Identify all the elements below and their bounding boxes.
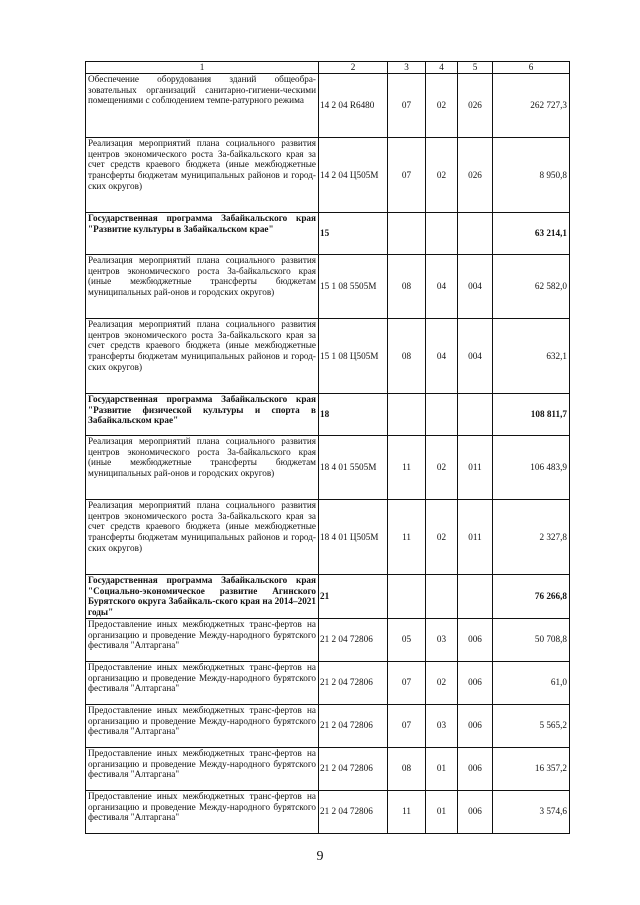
amount-value: 632,1 <box>493 319 570 394</box>
table-row <box>86 790 570 833</box>
amount-value: 62 582,0 <box>493 255 570 319</box>
classification-code: 18 <box>319 394 388 436</box>
ministry-code <box>458 213 493 255</box>
table-row <box>86 575 570 619</box>
subsection-code: 02 <box>426 138 458 213</box>
amount-value: 76 266,8 <box>493 575 570 619</box>
row-description: Реализация мероприятий плана социального развития центров экономического роста За-байкальского края за счет средств краевого бюджета (иные межбюджетные трансферты бюджетам муниципальных районов и город-ских округов) <box>86 138 319 213</box>
subsection-code: 02 <box>426 74 458 138</box>
section-code: 08 <box>388 319 426 394</box>
ministry-code: 006 <box>458 790 493 833</box>
row-description: Государственная программа Забайкальского края "Развитие культуры в Забайкальском крае" <box>86 213 319 255</box>
section-code: 07 <box>388 138 426 213</box>
column-header: 5 <box>458 62 493 74</box>
table-body <box>86 62 570 834</box>
subsection-code: 01 <box>426 747 458 790</box>
row-description: Реализация мероприятий плана социального развития центров экономического роста За-байкальского края за счет средств краевого бюджета (иные межбюджетные трансферты бюджетам муниципальных районов и город-ских округов) <box>86 500 319 575</box>
table-row <box>86 500 570 575</box>
amount-value: 3 574,6 <box>493 790 570 833</box>
amount-value: 61,0 <box>493 661 570 704</box>
table-row <box>86 618 570 661</box>
classification-code: 21 2 04 72806 <box>319 790 388 833</box>
table-row <box>86 661 570 704</box>
row-description: Обеспечение оборудования зданий общеобра-зовательных организаций санитарно-гигиени-ческими помещениями с соблюдением темпе-ратурного режима <box>86 74 319 138</box>
column-header: 1 <box>86 62 319 74</box>
amount-value: 8 950,8 <box>493 138 570 213</box>
subsection-code: 01 <box>426 790 458 833</box>
section-code: 07 <box>388 661 426 704</box>
column-header: 4 <box>426 62 458 74</box>
amount-value: 106 483,9 <box>493 436 570 500</box>
amount-value: 63 214,1 <box>493 213 570 255</box>
section-code: 07 <box>388 74 426 138</box>
classification-code: 21 <box>319 575 388 619</box>
section-code: 11 <box>388 500 426 575</box>
row-description: Предоставление иных межбюджетных транс-фертов на организацию и проведение Между-народного бурятского фестиваля "Алтаргана" <box>86 790 319 833</box>
section-code: 11 <box>388 436 426 500</box>
section-code: 07 <box>388 704 426 747</box>
section-code: 05 <box>388 618 426 661</box>
row-description: Реализация мероприятий плана социального развития центров экономического роста За-байкальского края (иные межбюджетные трансферты бюджетам муниципальных рай-онов и городских округов) <box>86 436 319 500</box>
ministry-code: 026 <box>458 74 493 138</box>
amount-value: 16 357,2 <box>493 747 570 790</box>
ministry-code: 006 <box>458 618 493 661</box>
table-row <box>86 704 570 747</box>
ministry-code: 006 <box>458 704 493 747</box>
amount-value: 2 327,8 <box>493 500 570 575</box>
row-description: Предоставление иных межбюджетных транс-фертов на организацию и проведение Между-народного бурятского фестиваля "Алтаргана" <box>86 704 319 747</box>
row-description: Предоставление иных межбюджетных транс-фертов на организацию и проведение Между-народного бурятского фестиваля "Алтаргана" <box>86 661 319 704</box>
subsection-code: 02 <box>426 661 458 704</box>
classification-code: 15 <box>319 213 388 255</box>
row-description: Реализация мероприятий плана социального развития центров экономического роста За-байкальского края за счет средств краевого бюджета (иные межбюджетные трансферты бюджетам муниципальных районов и город-ских округов) <box>86 319 319 394</box>
table-row <box>86 319 570 394</box>
table-row <box>86 138 570 213</box>
amount-value: 262 727,3 <box>493 74 570 138</box>
classification-code: 18 4 01 Ц505М <box>319 500 388 575</box>
subsection-code: 04 <box>426 319 458 394</box>
section-code <box>388 575 426 619</box>
row-description: Государственная программа Забайкальского края "Социально-экономическое развитие Агинского Бурятского округа Забайкаль-ского края на 2014–2021 годы" <box>86 575 319 619</box>
subsection-code: 04 <box>426 255 458 319</box>
classification-code: 21 2 04 72806 <box>319 704 388 747</box>
classification-code: 15 1 08 5505М <box>319 255 388 319</box>
classification-code: 21 2 04 72806 <box>319 618 388 661</box>
section-code <box>388 213 426 255</box>
table-row <box>86 436 570 500</box>
subsection-code: 03 <box>426 618 458 661</box>
table-row <box>86 255 570 319</box>
ministry-code: 011 <box>458 436 493 500</box>
ministry-code: 004 <box>458 319 493 394</box>
table-row <box>86 394 570 436</box>
classification-code: 18 4 01 5505М <box>319 436 388 500</box>
row-description: Предоставление иных межбюджетных транс-фертов на организацию и проведение Между-народного бурятского фестиваля "Алтаргана" <box>86 618 319 661</box>
ministry-code <box>458 575 493 619</box>
section-code: 08 <box>388 747 426 790</box>
classification-code: 21 2 04 72806 <box>319 747 388 790</box>
subsection-code <box>426 213 458 255</box>
amount-value: 5 565,2 <box>493 704 570 747</box>
section-code <box>388 394 426 436</box>
ministry-code: 006 <box>458 661 493 704</box>
subsection-code: 03 <box>426 704 458 747</box>
ministry-code: 006 <box>458 747 493 790</box>
section-code: 08 <box>388 255 426 319</box>
ministry-code: 004 <box>458 255 493 319</box>
amount-value: 50 708,8 <box>493 618 570 661</box>
subsection-code <box>426 575 458 619</box>
section-code: 11 <box>388 790 426 833</box>
page-number: 9 <box>316 849 324 864</box>
row-description: Предоставление иных межбюджетных транс-фертов на организацию и проведение Между-народного бурятского фестиваля "Алтаргана" <box>86 747 319 790</box>
table-header-row <box>86 62 570 74</box>
classification-code: 14 2 04 Ц505М <box>319 138 388 213</box>
row-description: Государственная программа Забайкальского края "Развитие физической культуры и спорта в Забайкальском крае" <box>86 394 319 436</box>
ministry-code <box>458 394 493 436</box>
column-header: 2 <box>319 62 388 74</box>
ministry-code: 011 <box>458 500 493 575</box>
classification-code: 15 1 08 Ц505М <box>319 319 388 394</box>
subsection-code <box>426 394 458 436</box>
classification-code: 21 2 04 72806 <box>319 661 388 704</box>
budget-table <box>85 61 570 834</box>
table-row <box>86 747 570 790</box>
subsection-code: 02 <box>426 436 458 500</box>
table-row <box>86 74 570 138</box>
classification-code: 14 2 04 R6480 <box>319 74 388 138</box>
table-row <box>86 213 570 255</box>
amount-value: 108 811,7 <box>493 394 570 436</box>
column-header: 3 <box>388 62 426 74</box>
column-header: 6 <box>493 62 570 74</box>
row-description: Реализация мероприятий плана социального развития центров экономического роста За-байкальского края (иные межбюджетные трансферты бюджетам муниципальных рай-онов и городских округов) <box>86 255 319 319</box>
subsection-code: 02 <box>426 500 458 575</box>
ministry-code: 026 <box>458 138 493 213</box>
